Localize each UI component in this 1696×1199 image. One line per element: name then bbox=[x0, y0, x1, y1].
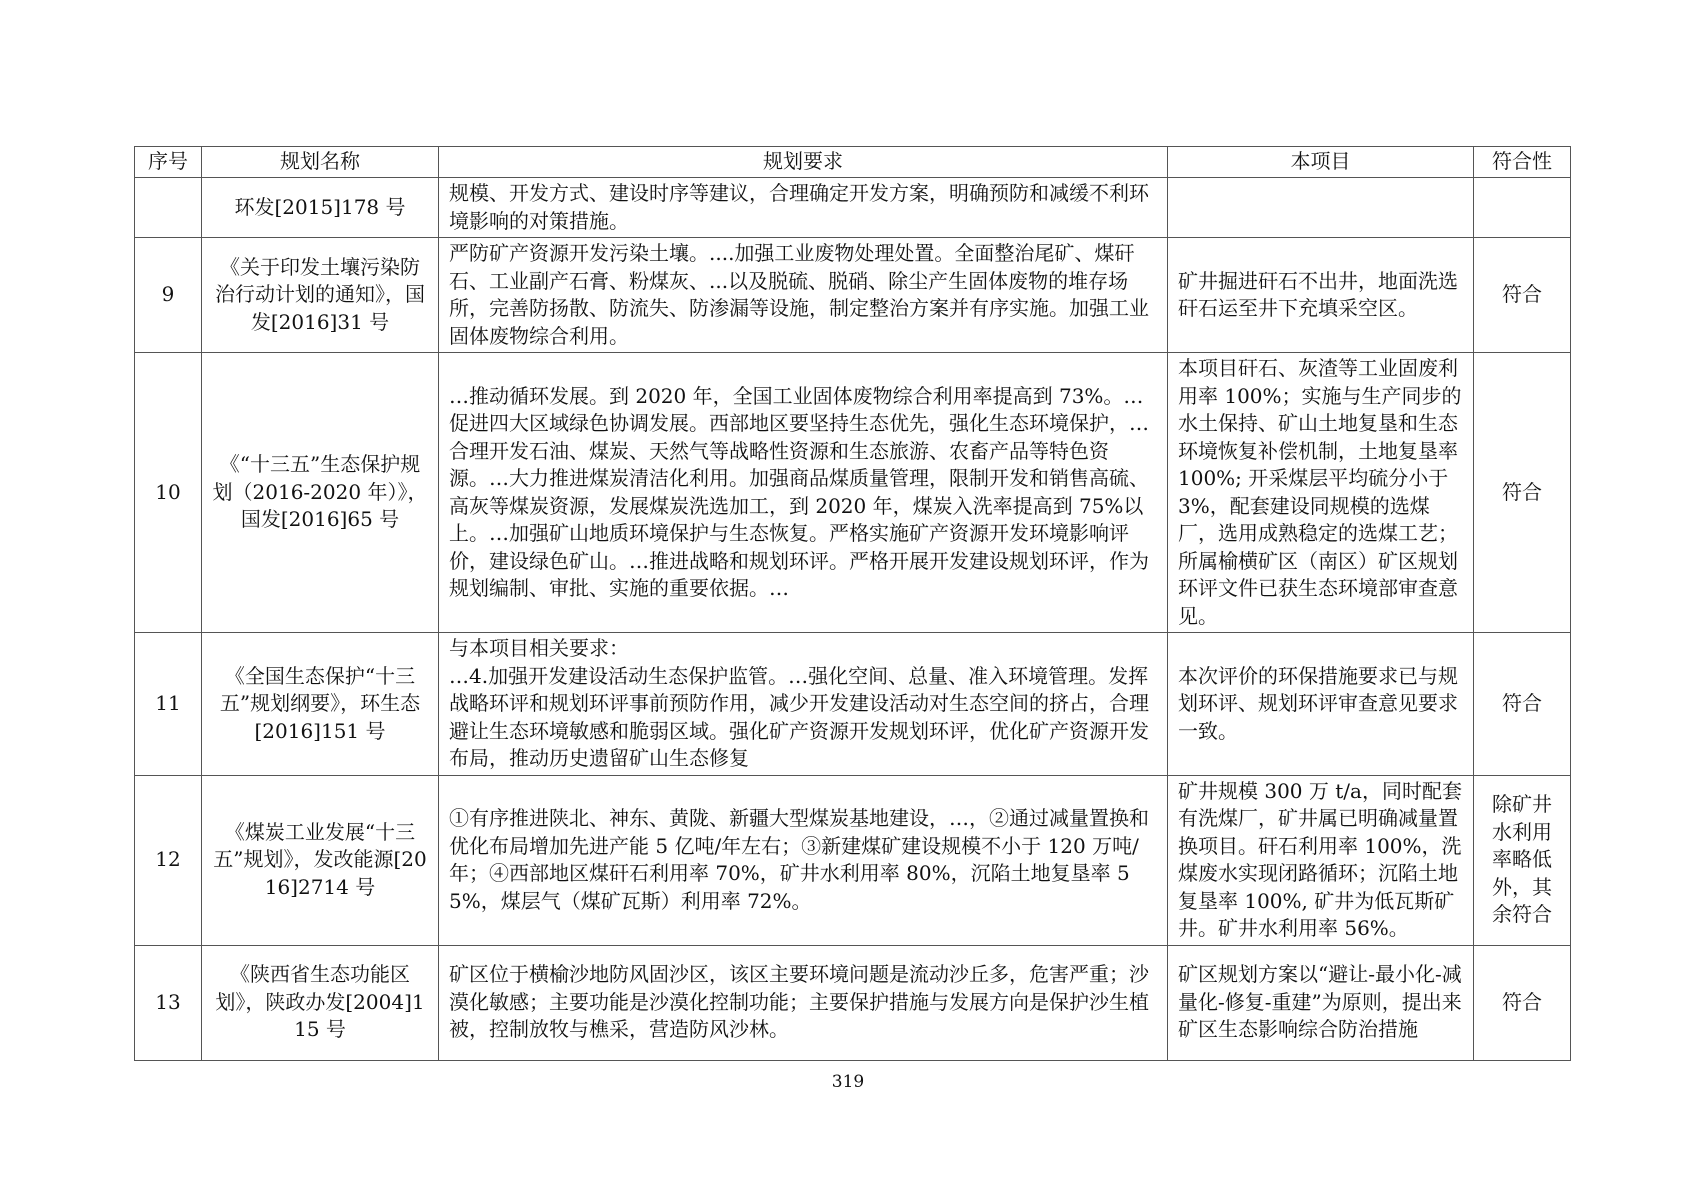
table-row bbox=[135, 178, 1571, 238]
row-plan-name: 《陕西省生态功能区划》，陕政办发[2004]115 号 bbox=[202, 945, 439, 1060]
row-compliance: 除矿井水利用率略低外，其余符合 bbox=[1474, 775, 1571, 945]
page-number: 319 bbox=[831, 1072, 865, 1092]
row-no bbox=[135, 178, 202, 238]
row-plan-name: 《关于印发土壤污染防治行动计划的通知》，国发[2016]31 号 bbox=[202, 238, 439, 353]
row-plan-name: 《煤炭工业发展“十三五”规划》，发改能源[2016]2714 号 bbox=[202, 775, 439, 945]
row-requirement: 严防矿产资源开发污染土壤。....加强工业废物处理处置。全面整治尾矿、煤矸石、工业副产石膏、粉煤灰、...以及脱硫、脱硝、除尘产生固体废物的堆存场所，完善防扬散、防流失、防渗漏等设施，制定整治方案并有序实施。加强工业固体废物综合利用。 bbox=[439, 238, 1168, 353]
row-requirement: …推动循环发展。到 2020 年，全国工业固体废物综合利用率提高到 73%。…促进四大区域绿色协调发展。西部地区要坚持生态优先，强化生态环境保护，…合理开发石油、煤炭、天然气等战略性资源和生态旅游、农畜产品等特色资源。…大力推进煤炭清洁化利用。加强商品煤质量管理，限制开发和销售高硫、高灰等煤炭资源，发展煤炭洗选加工，到 2020 年，煤炭入洗率提高到 75%以上。…加强矿山地质环境保护与生态恢复。严格实施矿产资源开发环境影响评价，建设绿色矿山。…推进战略和规划环评。严格开展开发建设规划环评，作为规划编制、审批、实施的重要依据。… bbox=[439, 353, 1168, 633]
row-project: 本项目矸石、灰渣等工业固废利用率 100%；实施与生产同步的水土保持、矿山土地复垦和生态环境恢复补偿机制，土地复垦率 100%; 开采煤层平均硫分小于 3%，配套建设同规模的选煤厂，选用成熟稳定的选煤工艺；所属榆横矿区（南区）矿区规划环评文件已获生态环境部审查意见。 bbox=[1168, 353, 1474, 633]
planning-compliance-table bbox=[134, 146, 1571, 1061]
row-project bbox=[1168, 178, 1474, 238]
row-requirement: 规模、开发方式、建设时序等建议，合理确定开发方案，明确预防和减缓不利环境影响的对策措施。 bbox=[439, 178, 1168, 238]
header-project: 本项目 bbox=[1168, 147, 1474, 178]
table-row bbox=[135, 775, 1571, 945]
row-compliance: 符合 bbox=[1474, 353, 1571, 633]
table-row bbox=[135, 238, 1571, 353]
row-no: 9 bbox=[135, 238, 202, 353]
row-compliance: 符合 bbox=[1474, 633, 1571, 776]
row-plan-name: 环发[2015]178 号 bbox=[202, 178, 439, 238]
row-plan-name: 《全国生态保护“十三五”规划纲要》，环生态[2016]151 号 bbox=[202, 633, 439, 776]
row-no: 12 bbox=[135, 775, 202, 945]
row-no: 13 bbox=[135, 945, 202, 1060]
row-project: 矿井规模 300 万 t/a，同时配套有洗煤厂，矿井属已明确减量置换项目。矸石利用率 100%，洗煤废水实现闭路循环；沉陷土地复垦率 100%, 矿井为低瓦斯矿井。矿井水利用率 56%。 bbox=[1168, 775, 1474, 945]
row-project: 本次评价的环保措施要求已与规划环评、规划环评审查意见要求一致。 bbox=[1168, 633, 1474, 776]
row-compliance bbox=[1474, 178, 1571, 238]
row-no: 11 bbox=[135, 633, 202, 776]
header-plan-name: 规划名称 bbox=[202, 147, 439, 178]
row-compliance: 符合 bbox=[1474, 945, 1571, 1060]
table-header-row bbox=[135, 147, 1571, 178]
row-project: 矿区规划方案以“避让-最小化-减量化-修复-重建”为原则，提出来矿区生态影响综合防治措施 bbox=[1168, 945, 1474, 1060]
header-compliance: 符合性 bbox=[1474, 147, 1571, 178]
row-requirement: 与本项目相关要求： …4.加强开发建设活动生态保护监管。…强化空间、总量、准入环境管理。发挥战略环评和规划环评事前预防作用，减少开发建设活动对生态空间的挤占，合理避让生态环境敏感和脆弱区域。强化矿产资源开发规划环评，优化矿产资源开发布局，推动历史遗留矿山生态修复 bbox=[439, 633, 1168, 776]
header-no: 序号 bbox=[135, 147, 202, 178]
header-requirement: 规划要求 bbox=[439, 147, 1168, 178]
row-project: 矿井掘进矸石不出井，地面洗选矸石运至井下充填采空区。 bbox=[1168, 238, 1474, 353]
row-requirement: ①有序推进陕北、神东、黄陇、新疆大型煤炭基地建设，…，②通过减量置换和优化布局增加先进产能 5 亿吨/年左右；③新建煤矿建设规模不小于 120 万吨/年；④西部地区煤矸石利用率 70%，矿井水利用率 80%，沉陷土地复垦率 55%，煤层气（煤矿瓦斯）利用率 72%。 bbox=[439, 775, 1168, 945]
table-row bbox=[135, 353, 1571, 633]
row-requirement: 矿区位于横榆沙地防风固沙区，该区主要环境问题是流动沙丘多，危害严重；沙漠化敏感；主要功能是沙漠化控制功能；主要保护措施与发展方向是保护沙生植被，控制放牧与樵采，营造防风沙林。 bbox=[439, 945, 1168, 1060]
row-plan-name: 《“十三五”生态保护规划（2016-2020 年）》，国发[2016]65 号 bbox=[202, 353, 439, 633]
table-row bbox=[135, 633, 1571, 776]
table-row bbox=[135, 945, 1571, 1060]
row-compliance: 符合 bbox=[1474, 238, 1571, 353]
row-no: 10 bbox=[135, 353, 202, 633]
